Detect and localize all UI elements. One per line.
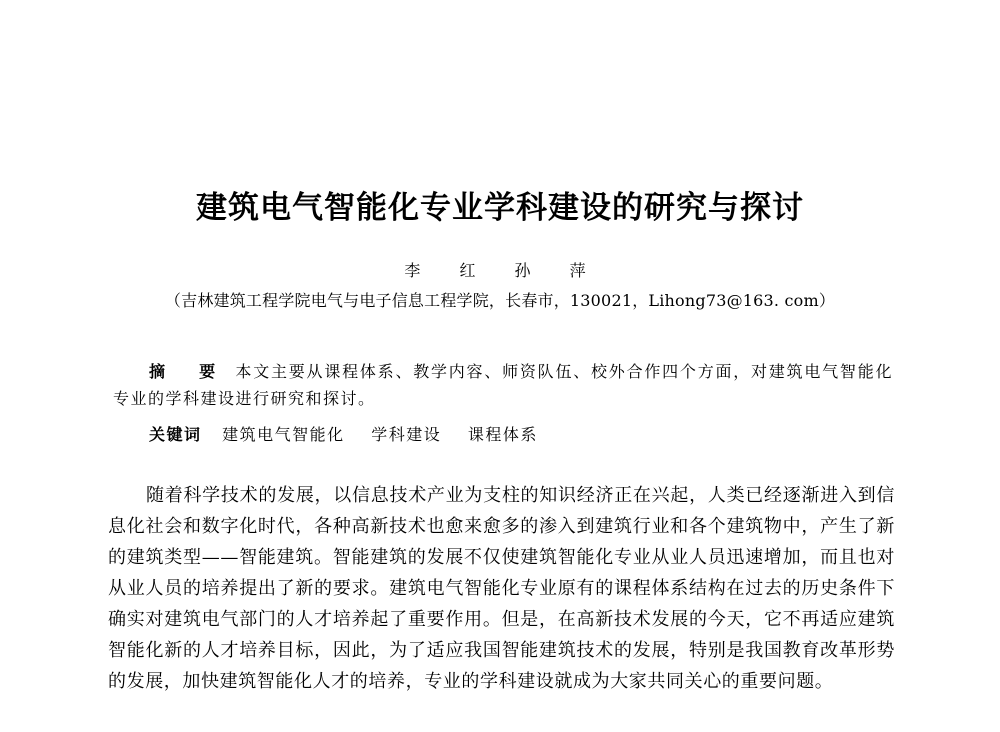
keyword-item: 课程体系 [467,425,538,444]
abstract-paragraph [113,358,893,412]
author-line: 李 红 孙 萍 [404,261,596,280]
body-paragraph: 随着科学技术的发展，以信息技术产业为支柱的知识经济正在兴起，人类已经逐渐进入到信息化社会和数字化时代，各种高新技术也愈来愈多的渗入到建筑行业和各个建筑物中，产生了新的建筑类型——智能建筑。智能建筑的发展不仅使建筑智能化专业从业人员迅速增加，而且也对从业人员的培养提出了新的要求。建筑电气智能化专业原有的课程体系结构在过去的历史条件下确实对建筑电气部门的人才培养起了重要作用。但是，在高新技术发展的今天，它不再适应建筑智能化新的人才培养目标，因此，为了适应我国智能建筑技术的发展，特别是我国教育改革形势的发展，加快建筑智能化人才的培养，专业的学科建设就成为大家共同关心的重要问题。 [108,485,895,692]
keywords-label: 关键词 [149,425,202,444]
abstract-text: 本文主要从课程体系、教学内容、师资队伍、校外合作四个方面，对建筑电气智能化专业的学科建设进行研究和探讨。 [113,362,893,408]
paper-title: 建筑电气智能化专业学科建设的研究与探讨 [196,190,804,226]
affiliation-line: （吉林建筑工程学院电气与电子信息工程学院，长春市，130021，Lihong73@163. com） [164,291,836,310]
keyword-item: 学科建设 [371,425,442,444]
keyword-item: 建筑电气智能化 [222,425,345,444]
abstract-label: 摘 要 [149,362,230,381]
keywords-line [113,421,893,448]
